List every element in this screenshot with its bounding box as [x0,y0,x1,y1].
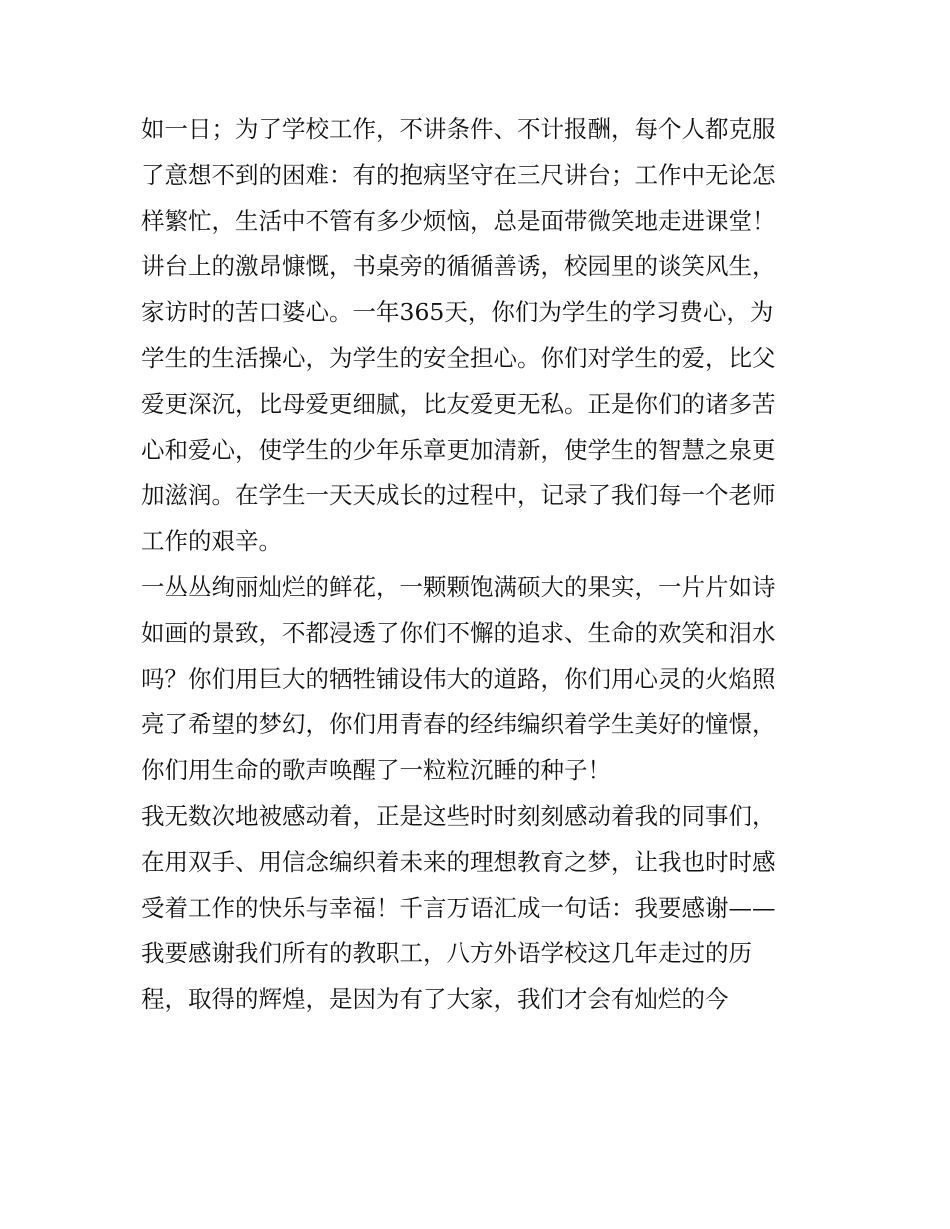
text-line: 讲台上的激昂慷慨，书桌旁的循循善诱，校园里的谈笑风生， [141,252,776,281]
text-line: 样繁忙，生活中不管有多少烦恼，总是面带微笑地走进课堂！ [141,206,776,235]
text-line: 心和爱心，使学生的少年乐章更加清新，使学生的智慧之泉更 [141,435,776,464]
text-line: 爱更深沉，比母爱更细腻，比友爱更无私。正是你们的诸多苦 [141,389,776,418]
text-line: 如一日；为了学校工作，不讲条件、不计报酬，每个人都克服 [141,115,776,143]
text-line: 亮了希望的梦幻，你们用青春的经纬编织着学生美好的憧憬， [141,710,776,739]
text-line: 如画的景致，不都浸透了你们不懈的追求、生命的欢笑和泪水 [141,618,776,647]
text-line: 加滋润。在学生一天天成长的过程中，记录了我们每一个老师 [141,481,776,510]
body-text [141,107,821,1023]
text-line: 学生的生活操心，为学生的安全担心。你们对学生的爱，比父 [141,343,776,372]
text-line: 在用双手、用信念编织着未来的理想教育之梦，让我也时时感 [141,847,776,876]
text-line: 你们用生命的歌声唤醒了一粒粒沉睡的种子！ [141,756,611,785]
text-line: 受着工作的快乐与幸福！千言万语汇成一句话：我要感谢—— [141,893,776,922]
text-line: 工作的艰辛。 [141,527,282,556]
text-line: 我要感谢我们所有的教职工，八方外语学校这几年走过的历 [141,939,752,968]
text-line: 一丛丛绚丽灿烂的鲜花，一颗颗饱满硕大的果实，一片片如诗 [141,572,776,601]
text-line: 程，取得的辉煌，是因为有了大家，我们才会有灿烂的今 [141,985,729,1014]
text-line: 吗？你们用巨大的牺牲铺设伟大的道路，你们用心灵的火焰照 [141,664,776,693]
text-line: 了意想不到的困难：有的抱病坚守在三尺讲台；工作中无论怎 [141,160,776,189]
text-line: 家访时的苦口婆心。一年365天，你们为学生的学习费心，为 [141,298,774,327]
text-line: 我无数次地被感动着，正是这些时时刻刻感动着我的同事们， [141,801,776,830]
